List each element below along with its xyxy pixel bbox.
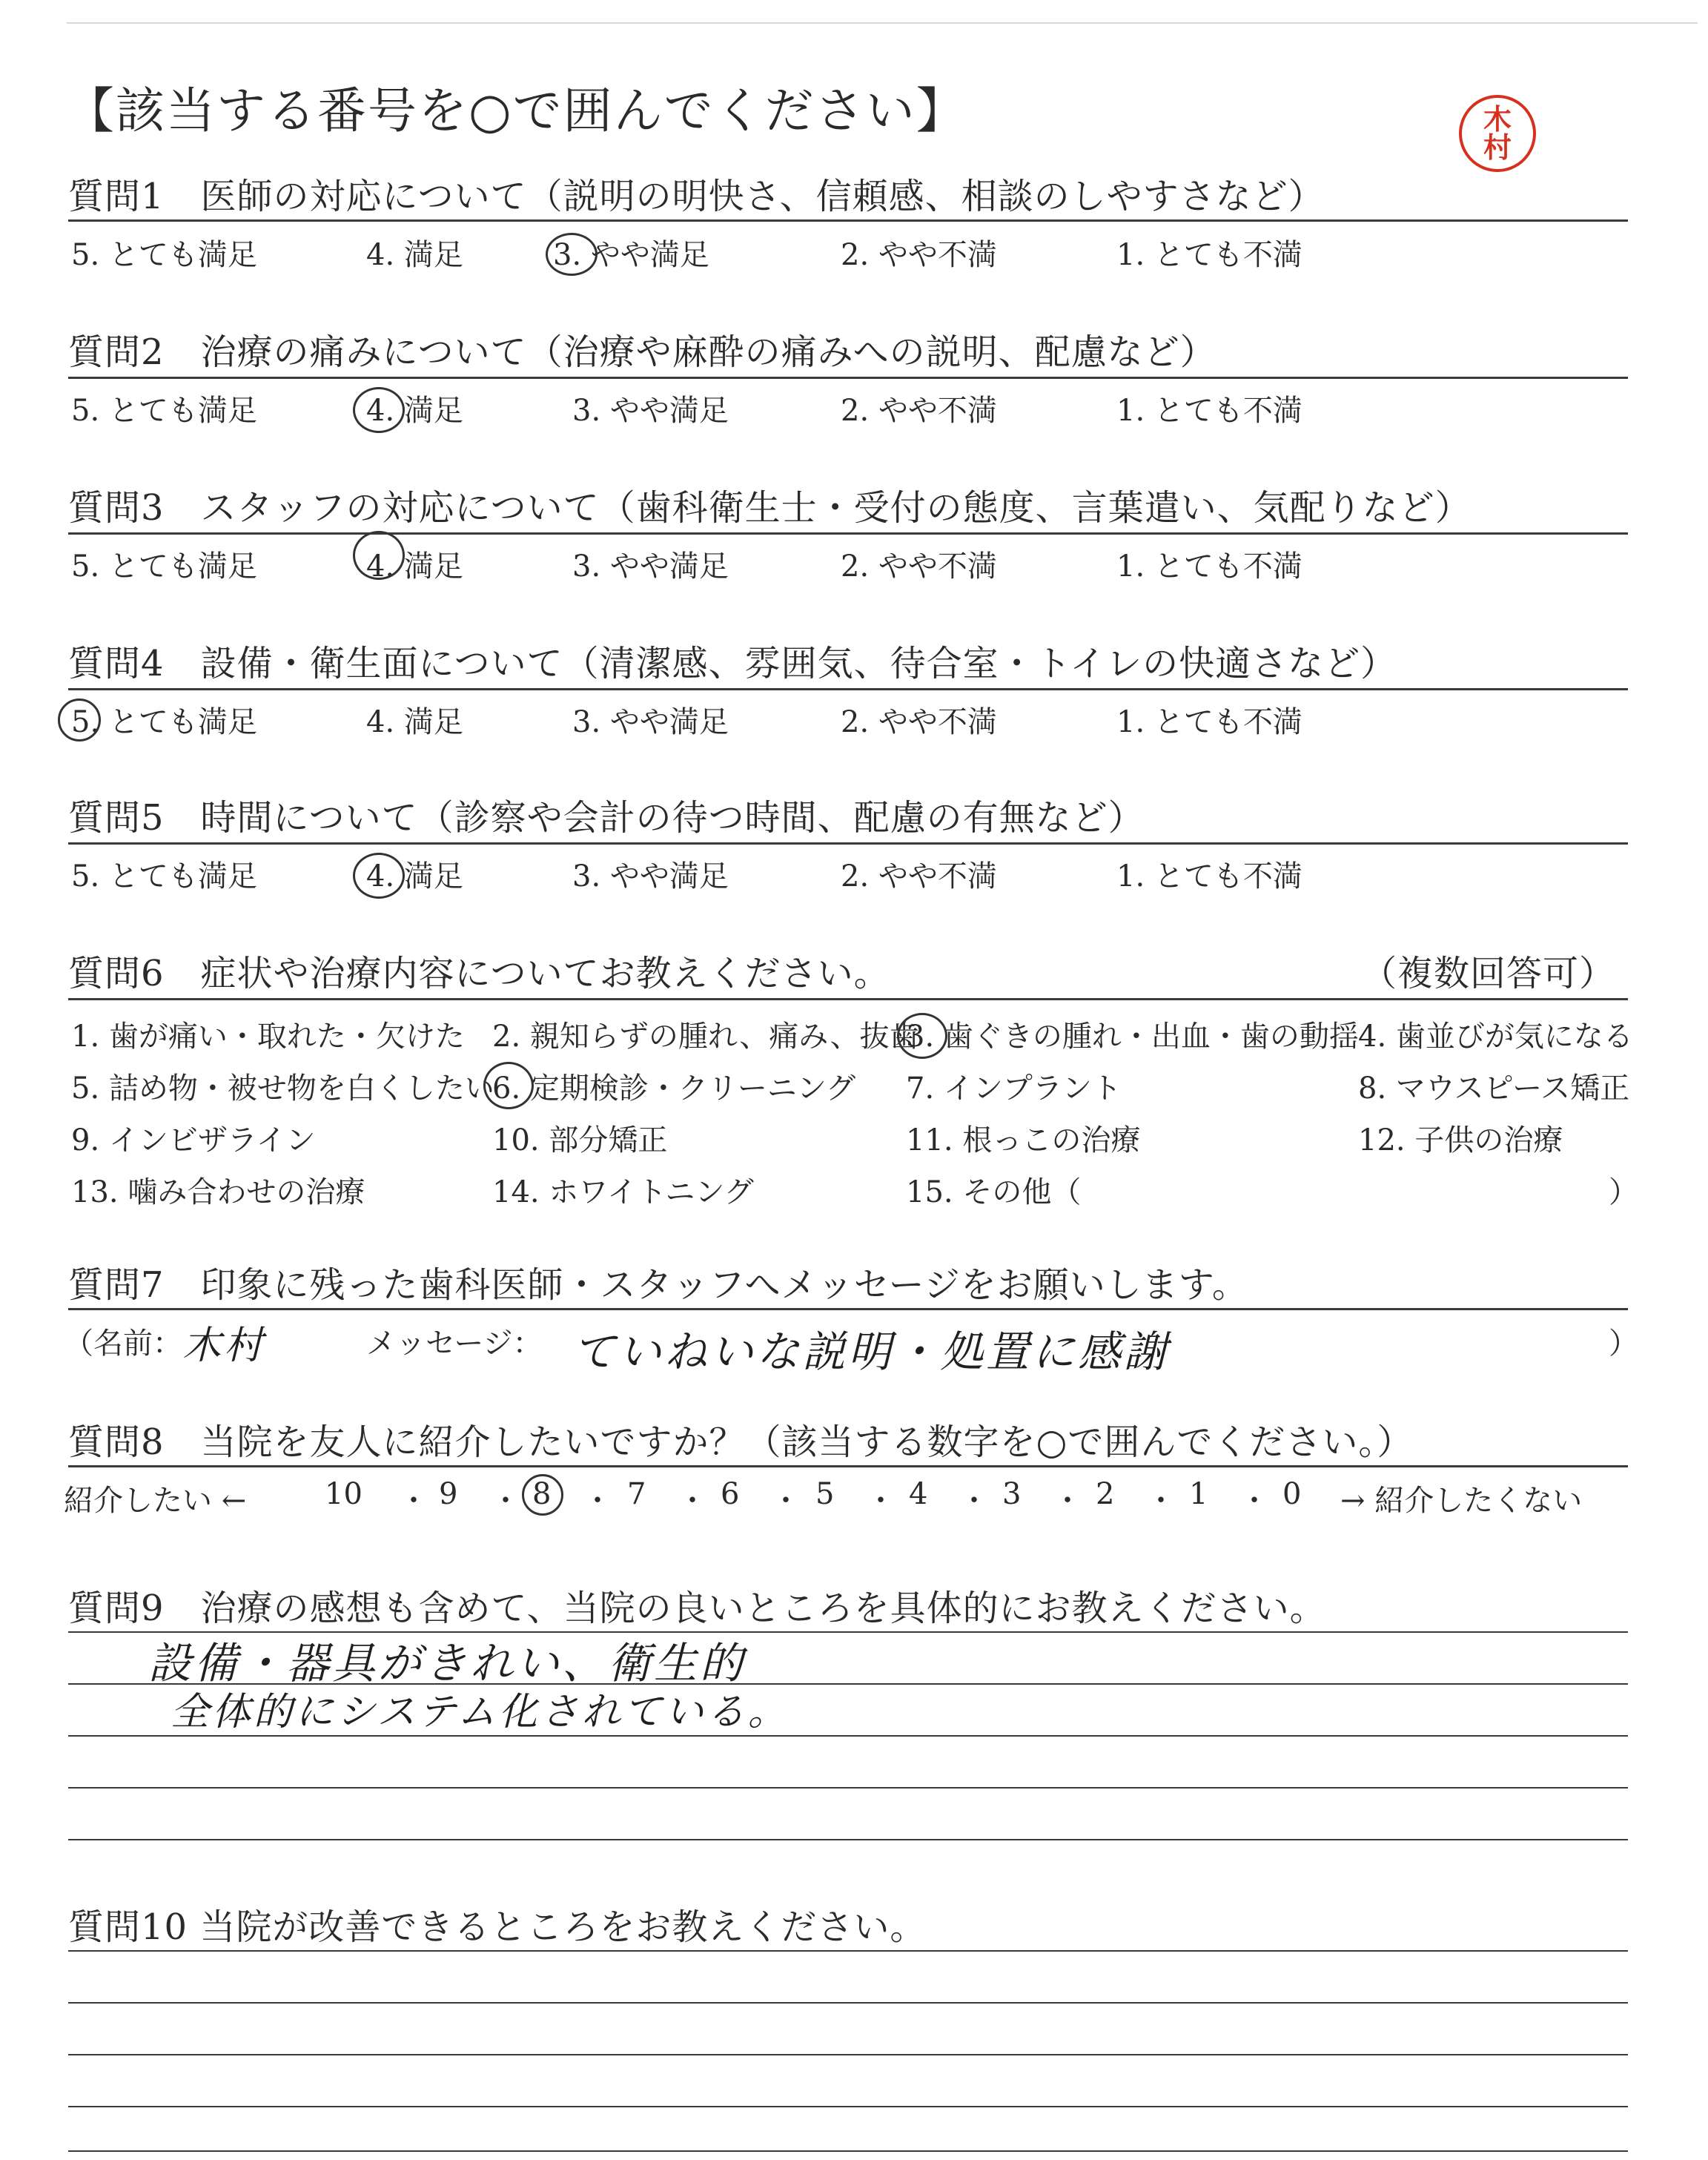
stamp-char-bottom: 村 <box>1483 131 1512 164</box>
q8-number-4[interactable]: 4 <box>909 1477 928 1511</box>
q6-option-3[interactable]: 3. 歯ぐきの腫れ・出血・歯の動揺 <box>906 1020 1359 1054</box>
q6-option-9[interactable]: 9. インビザライン <box>71 1123 316 1157</box>
question-2-title: 質問2 治療の痛みについて（治療や麻酔の痛みへの説明、配慮など） <box>68 331 1217 373</box>
q10-line-4 <box>68 2106 1628 2107</box>
q6-option-10[interactable]: 10. 部分矯正 <box>492 1123 668 1157</box>
q8-separator: ・ <box>491 1484 520 1518</box>
q3-option-2[interactable]: 2. やや不満 <box>841 549 997 584</box>
q10-line-2 <box>68 2002 1628 2004</box>
q3-option-5[interactable]: 5. とても満足 <box>71 549 257 584</box>
question-6-title: 質問6 症状や治療内容についてお教えください。 <box>68 953 890 994</box>
q1-option-4[interactable]: 4. 満足 <box>366 238 463 272</box>
question-5-title: 質問5 時間について（診察や会計の待つ時間、配慮の有無など） <box>68 797 1145 839</box>
top-border <box>67 22 1698 24</box>
q2-answer-circle <box>353 387 405 433</box>
q8-separator: ・ <box>399 1484 428 1518</box>
q8-separator: ・ <box>866 1484 896 1518</box>
q1-option-1[interactable]: 1. とても不満 <box>1116 238 1302 272</box>
q8-number-0[interactable]: 0 <box>1282 1477 1302 1511</box>
question-6-note: （複数回答可） <box>1361 953 1616 994</box>
q10-line-1 <box>68 1950 1628 1952</box>
question-2-rule <box>68 377 1628 379</box>
q8-left-label: 紹介したい ← <box>64 1484 247 1518</box>
q2-option-3[interactable]: 3. やや満足 <box>572 394 729 428</box>
name-seal-stamp <box>1459 95 1536 172</box>
q8-separator: ・ <box>959 1484 989 1518</box>
q3-option-3[interactable]: 3. やや満足 <box>572 549 729 584</box>
q8-number-1[interactable]: 1 <box>1189 1477 1208 1511</box>
question-3-title: 質問3 スタッフの対応について（歯科衛生士・受付の態度、言葉遣い、気配りなど） <box>68 487 1472 529</box>
q7-message-label: メッセージ： <box>366 1327 543 1361</box>
question-1-title: 質問1 医師の対応について（説明の明快さ、信頼感、相談のしやすさなど） <box>68 176 1325 217</box>
q6-option-1[interactable]: 1. 歯が痛い・取れた・欠けた <box>71 1020 465 1054</box>
q9-answer-line-2[interactable]: 全体的にシステム化されている。 <box>171 1690 790 1734</box>
q6-option-4[interactable]: 4. 歯並びが気になる <box>1358 1020 1633 1054</box>
q8-separator: ・ <box>1146 1484 1176 1518</box>
q8-separator: ・ <box>583 1484 612 1518</box>
q8-number-3[interactable]: 3 <box>1002 1477 1022 1511</box>
q3-option-4[interactable]: 4. 満足 <box>366 549 463 584</box>
q8-answer-circle <box>522 1474 563 1516</box>
q1-option-5[interactable]: 5. とても満足 <box>71 238 257 272</box>
q8-number-5[interactable]: 5 <box>815 1477 835 1511</box>
q4-option-4[interactable]: 4. 満足 <box>366 705 463 739</box>
q8-separator: ・ <box>771 1484 801 1518</box>
q6-option-11[interactable]: 11. 根っこの治療 <box>906 1123 1141 1157</box>
question-8-rule <box>68 1465 1628 1467</box>
q6-option-14[interactable]: 14. ホワイトニング <box>492 1175 754 1209</box>
q6-option-15-close: ） <box>1609 1175 1638 1209</box>
question-7-title: 質問7 印象に残った歯科医師・スタッフへメッセージをお願いします。 <box>68 1264 1248 1306</box>
q8-number-2[interactable]: 2 <box>1096 1477 1115 1511</box>
q10-line-3 <box>68 2054 1628 2055</box>
q8-separator: ・ <box>1053 1484 1082 1518</box>
q3-answer-circle <box>353 531 405 580</box>
q8-right-label: → 紹介したくない <box>1340 1484 1583 1518</box>
q2-option-1[interactable]: 1. とても不満 <box>1116 394 1302 428</box>
q9-line-5 <box>68 1839 1628 1840</box>
question-4-rule <box>68 688 1628 690</box>
q4-option-1[interactable]: 1. とても不満 <box>1116 705 1302 739</box>
q2-option-2[interactable]: 2. やや不満 <box>841 394 997 428</box>
question-3-rule <box>68 532 1628 535</box>
question-8-title: 質問8 当院を友人に紹介したいですか？（該当する数字を○で囲んでください。） <box>68 1421 1414 1463</box>
q6-option-2[interactable]: 2. 親知らずの腫れ、痛み、抜歯 <box>492 1020 919 1054</box>
q6-option-12[interactable]: 12. 子供の治療 <box>1358 1123 1563 1157</box>
q8-number-6[interactable]: 6 <box>721 1477 740 1511</box>
q6-option-15[interactable]: 15. その他（ <box>906 1175 1082 1209</box>
q9-line-4 <box>68 1787 1628 1789</box>
q2-option-5[interactable]: 5. とても満足 <box>71 394 257 428</box>
q8-separator: ・ <box>1239 1484 1269 1518</box>
q1-option-3[interactable]: 3. やや満足 <box>553 238 709 272</box>
q4-option-2[interactable]: 2. やや不満 <box>841 705 997 739</box>
q4-answer-circle <box>58 698 101 742</box>
question-10-title: 質問10 当院が改善できるところをお教えください。 <box>68 1906 927 1948</box>
q8-number-8[interactable]: 8 <box>532 1477 552 1511</box>
q5-option-3[interactable]: 3. やや満足 <box>572 859 729 894</box>
q6-option-13[interactable]: 13. 噛み合わせの治療 <box>71 1175 365 1209</box>
q7-message-handwritten[interactable]: ていねいな説明・処置に感謝 <box>572 1327 1171 1377</box>
q5-option-2[interactable]: 2. やや不満 <box>841 859 997 894</box>
q6-option-8[interactable]: 8. マウスピース矯正 <box>1358 1071 1630 1106</box>
q5-option-1[interactable]: 1. とても不満 <box>1116 859 1302 894</box>
q4-option-3[interactable]: 3. やや満足 <box>572 705 729 739</box>
q7-name-label: （名前： <box>64 1327 182 1361</box>
q10-line-5 <box>68 2150 1628 2152</box>
q6-option-6[interactable]: 6. 定期検診・クリーニング <box>492 1071 856 1106</box>
q6-answer-circle-6 <box>483 1062 534 1109</box>
q5-option-4[interactable]: 4. 満足 <box>366 859 463 894</box>
q1-answer-circle <box>546 233 598 276</box>
question-9-title: 質問9 治療の感想も含めて、当院の良いところを具体的にお教えください。 <box>68 1588 1326 1629</box>
q6-option-7[interactable]: 7. インプラント <box>906 1071 1122 1106</box>
q7-close-paren: ） <box>1609 1327 1638 1361</box>
q8-number-7[interactable]: 7 <box>627 1477 646 1511</box>
q1-option-2[interactable]: 2. やや不満 <box>841 238 997 272</box>
page-header: 【該当する番号を○で囲んでください】 <box>65 82 967 139</box>
q8-number-9[interactable]: 9 <box>439 1477 458 1511</box>
q8-number-10[interactable]: 10 <box>325 1477 363 1511</box>
question-6-rule <box>68 998 1628 1000</box>
q4-option-5[interactable]: 5. とても満足 <box>71 705 257 739</box>
q6-option-5[interactable]: 5. 詰め物・被せ物を白くしたい <box>71 1071 494 1106</box>
q2-option-4[interactable]: 4. 満足 <box>366 394 463 428</box>
question-4-title: 質問4 設備・衛生面について（清潔感、雰囲気、待合室・トイレの快適さなど） <box>68 643 1397 684</box>
q8-separator: ・ <box>678 1484 707 1518</box>
q6-answer-circle-3 <box>897 1013 947 1059</box>
q7-name-handwritten[interactable]: 木村 <box>182 1324 266 1368</box>
question-7-rule <box>68 1308 1628 1310</box>
q5-answer-circle <box>353 853 405 899</box>
question-5-rule <box>68 842 1628 845</box>
q9-answer-line-1[interactable]: 設備・器具がきれい、衛生的 <box>148 1638 747 1688</box>
stamp-char-top: 木 <box>1483 102 1512 136</box>
question-1-rule <box>68 219 1628 222</box>
q5-option-5[interactable]: 5. とても満足 <box>71 859 257 894</box>
q3-option-1[interactable]: 1. とても不満 <box>1116 549 1302 584</box>
